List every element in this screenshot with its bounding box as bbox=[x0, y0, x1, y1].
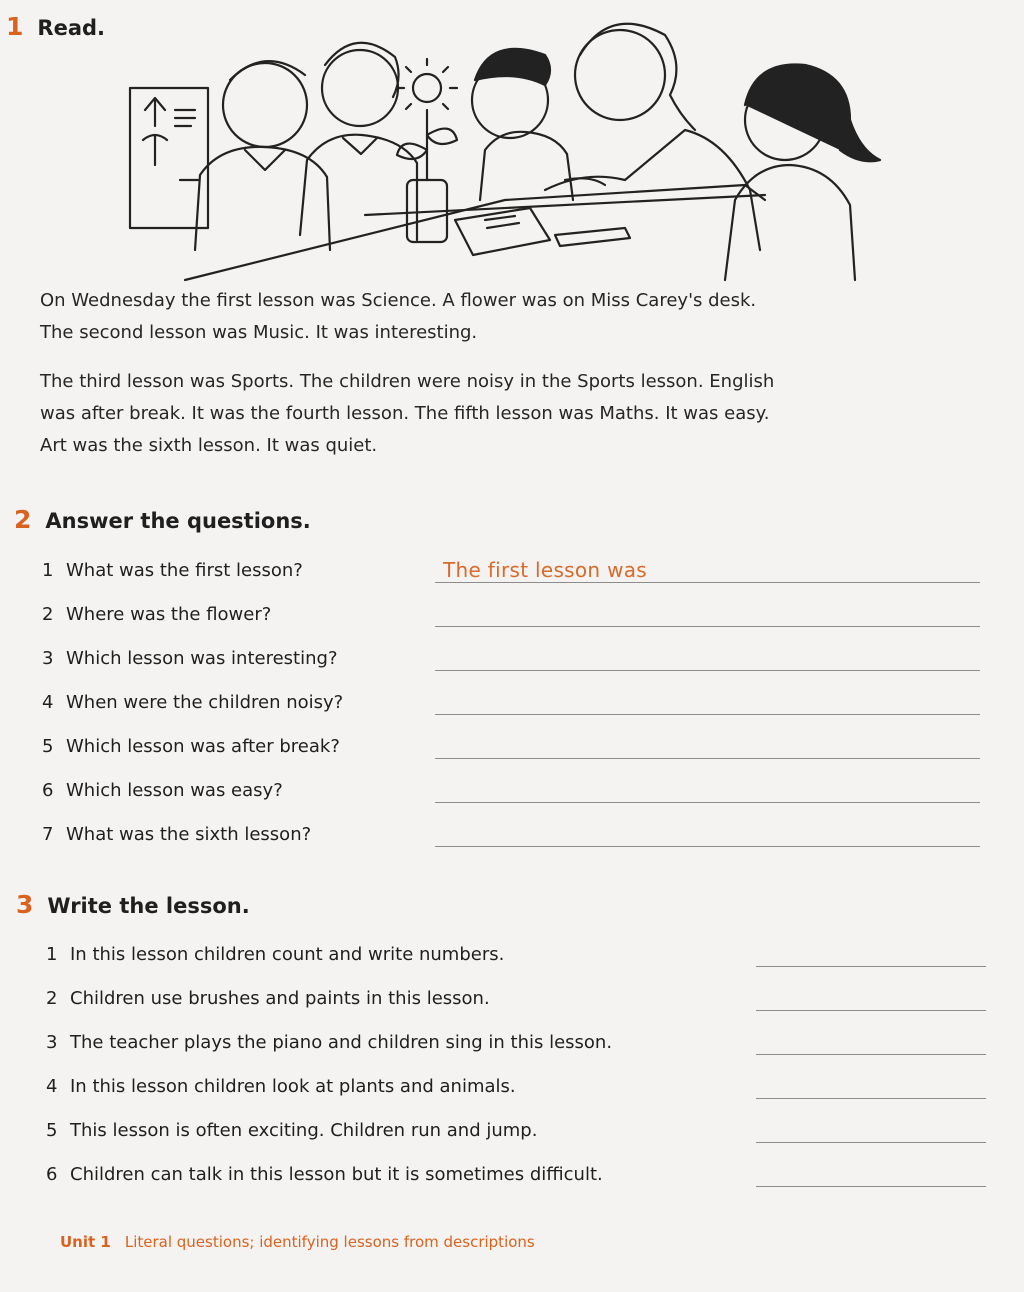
wall-poster bbox=[130, 88, 208, 228]
question-row bbox=[42, 728, 982, 768]
classroom-illustration bbox=[125, 10, 885, 285]
exercise-3-header bbox=[16, 890, 250, 919]
question-row bbox=[42, 640, 982, 680]
lesson-item-row bbox=[46, 1156, 986, 1196]
exercise-2-title: Answer the questions. bbox=[45, 509, 311, 533]
question-text: 2 Where was the flower? bbox=[42, 604, 272, 625]
lesson-item-row bbox=[46, 1068, 986, 1108]
answer-line[interactable] bbox=[435, 776, 980, 803]
exercise-1-header bbox=[6, 12, 105, 41]
reading-paragraph-1 bbox=[40, 285, 940, 349]
answer-line[interactable] bbox=[435, 556, 980, 583]
lesson-item-text: 4 In this lesson children look at plants and animals. bbox=[46, 1076, 516, 1097]
reading-line: Art was the sixth lesson. It was quiet. bbox=[40, 435, 378, 456]
reading-paragraph-2 bbox=[40, 366, 940, 462]
answer-line[interactable] bbox=[756, 1160, 986, 1187]
handwritten-answer: The first lesson was bbox=[443, 558, 647, 582]
book bbox=[455, 208, 550, 255]
lesson-item-text: 2 Children use brushes and paints in this lesson. bbox=[46, 988, 490, 1009]
reading-line: On Wednesday the first lesson was Science. A flower was on Miss Carey's desk. bbox=[40, 290, 757, 311]
question-text: 6 Which lesson was easy? bbox=[42, 780, 283, 801]
question-text: 5 Which lesson was after break? bbox=[42, 736, 340, 757]
answer-line[interactable] bbox=[756, 984, 986, 1011]
unit-label: Unit 1 bbox=[60, 1233, 111, 1251]
question-row bbox=[42, 816, 982, 856]
answer-line[interactable] bbox=[435, 732, 980, 759]
lesson-item-text: 6 Children can talk in this lesson but it is sometimes difficult. bbox=[46, 1164, 603, 1185]
lesson-item-text: 5 This lesson is often exciting. Children run and jump. bbox=[46, 1120, 538, 1141]
answer-line[interactable] bbox=[756, 1116, 986, 1143]
exercise-2-number: 2 bbox=[14, 505, 32, 534]
answer-line[interactable] bbox=[435, 820, 980, 847]
exercise-1-title: Read. bbox=[37, 16, 105, 40]
question-text: 1 What was the first lesson? bbox=[42, 560, 303, 581]
reading-line: was after break. It was the fourth lesson. The fifth lesson was Maths. It was easy. bbox=[40, 403, 770, 424]
question-text: 7 What was the sixth lesson? bbox=[42, 824, 312, 845]
answer-line[interactable] bbox=[435, 644, 980, 671]
answer-line[interactable] bbox=[435, 600, 980, 627]
question-row bbox=[42, 684, 982, 724]
lesson-item-row bbox=[46, 980, 986, 1020]
question-row bbox=[42, 596, 982, 636]
exercise-1-number: 1 bbox=[6, 12, 24, 41]
lesson-item-text: 1 In this lesson children count and write numbers. bbox=[46, 944, 505, 965]
exercise-3-number: 3 bbox=[16, 890, 34, 919]
question-row bbox=[42, 772, 982, 812]
answer-line[interactable] bbox=[756, 940, 986, 967]
reading-line: The second lesson was Music. It was interesting. bbox=[40, 322, 478, 343]
unit-description: Literal questions; identifying lessons from descriptions bbox=[124, 1233, 535, 1251]
lesson-item-row bbox=[46, 936, 986, 976]
question-text: 4 When were the children noisy? bbox=[42, 692, 344, 713]
reading-line: The third lesson was Sports. The children were noisy in the Sports lesson. English bbox=[40, 371, 775, 392]
lesson-item-row bbox=[46, 1112, 986, 1152]
answer-line[interactable] bbox=[435, 688, 980, 715]
exercise-2-header bbox=[14, 505, 311, 534]
lesson-item-row bbox=[46, 1024, 986, 1064]
page-footer bbox=[60, 1233, 535, 1251]
question-row bbox=[42, 552, 982, 592]
answer-line[interactable] bbox=[756, 1028, 986, 1055]
lesson-item-text: 3 The teacher plays the piano and children sing in this lesson. bbox=[46, 1032, 613, 1053]
question-text: 3 Which lesson was interesting? bbox=[42, 648, 338, 669]
exercise-3-title: Write the lesson. bbox=[47, 894, 250, 918]
answer-line[interactable] bbox=[756, 1072, 986, 1099]
